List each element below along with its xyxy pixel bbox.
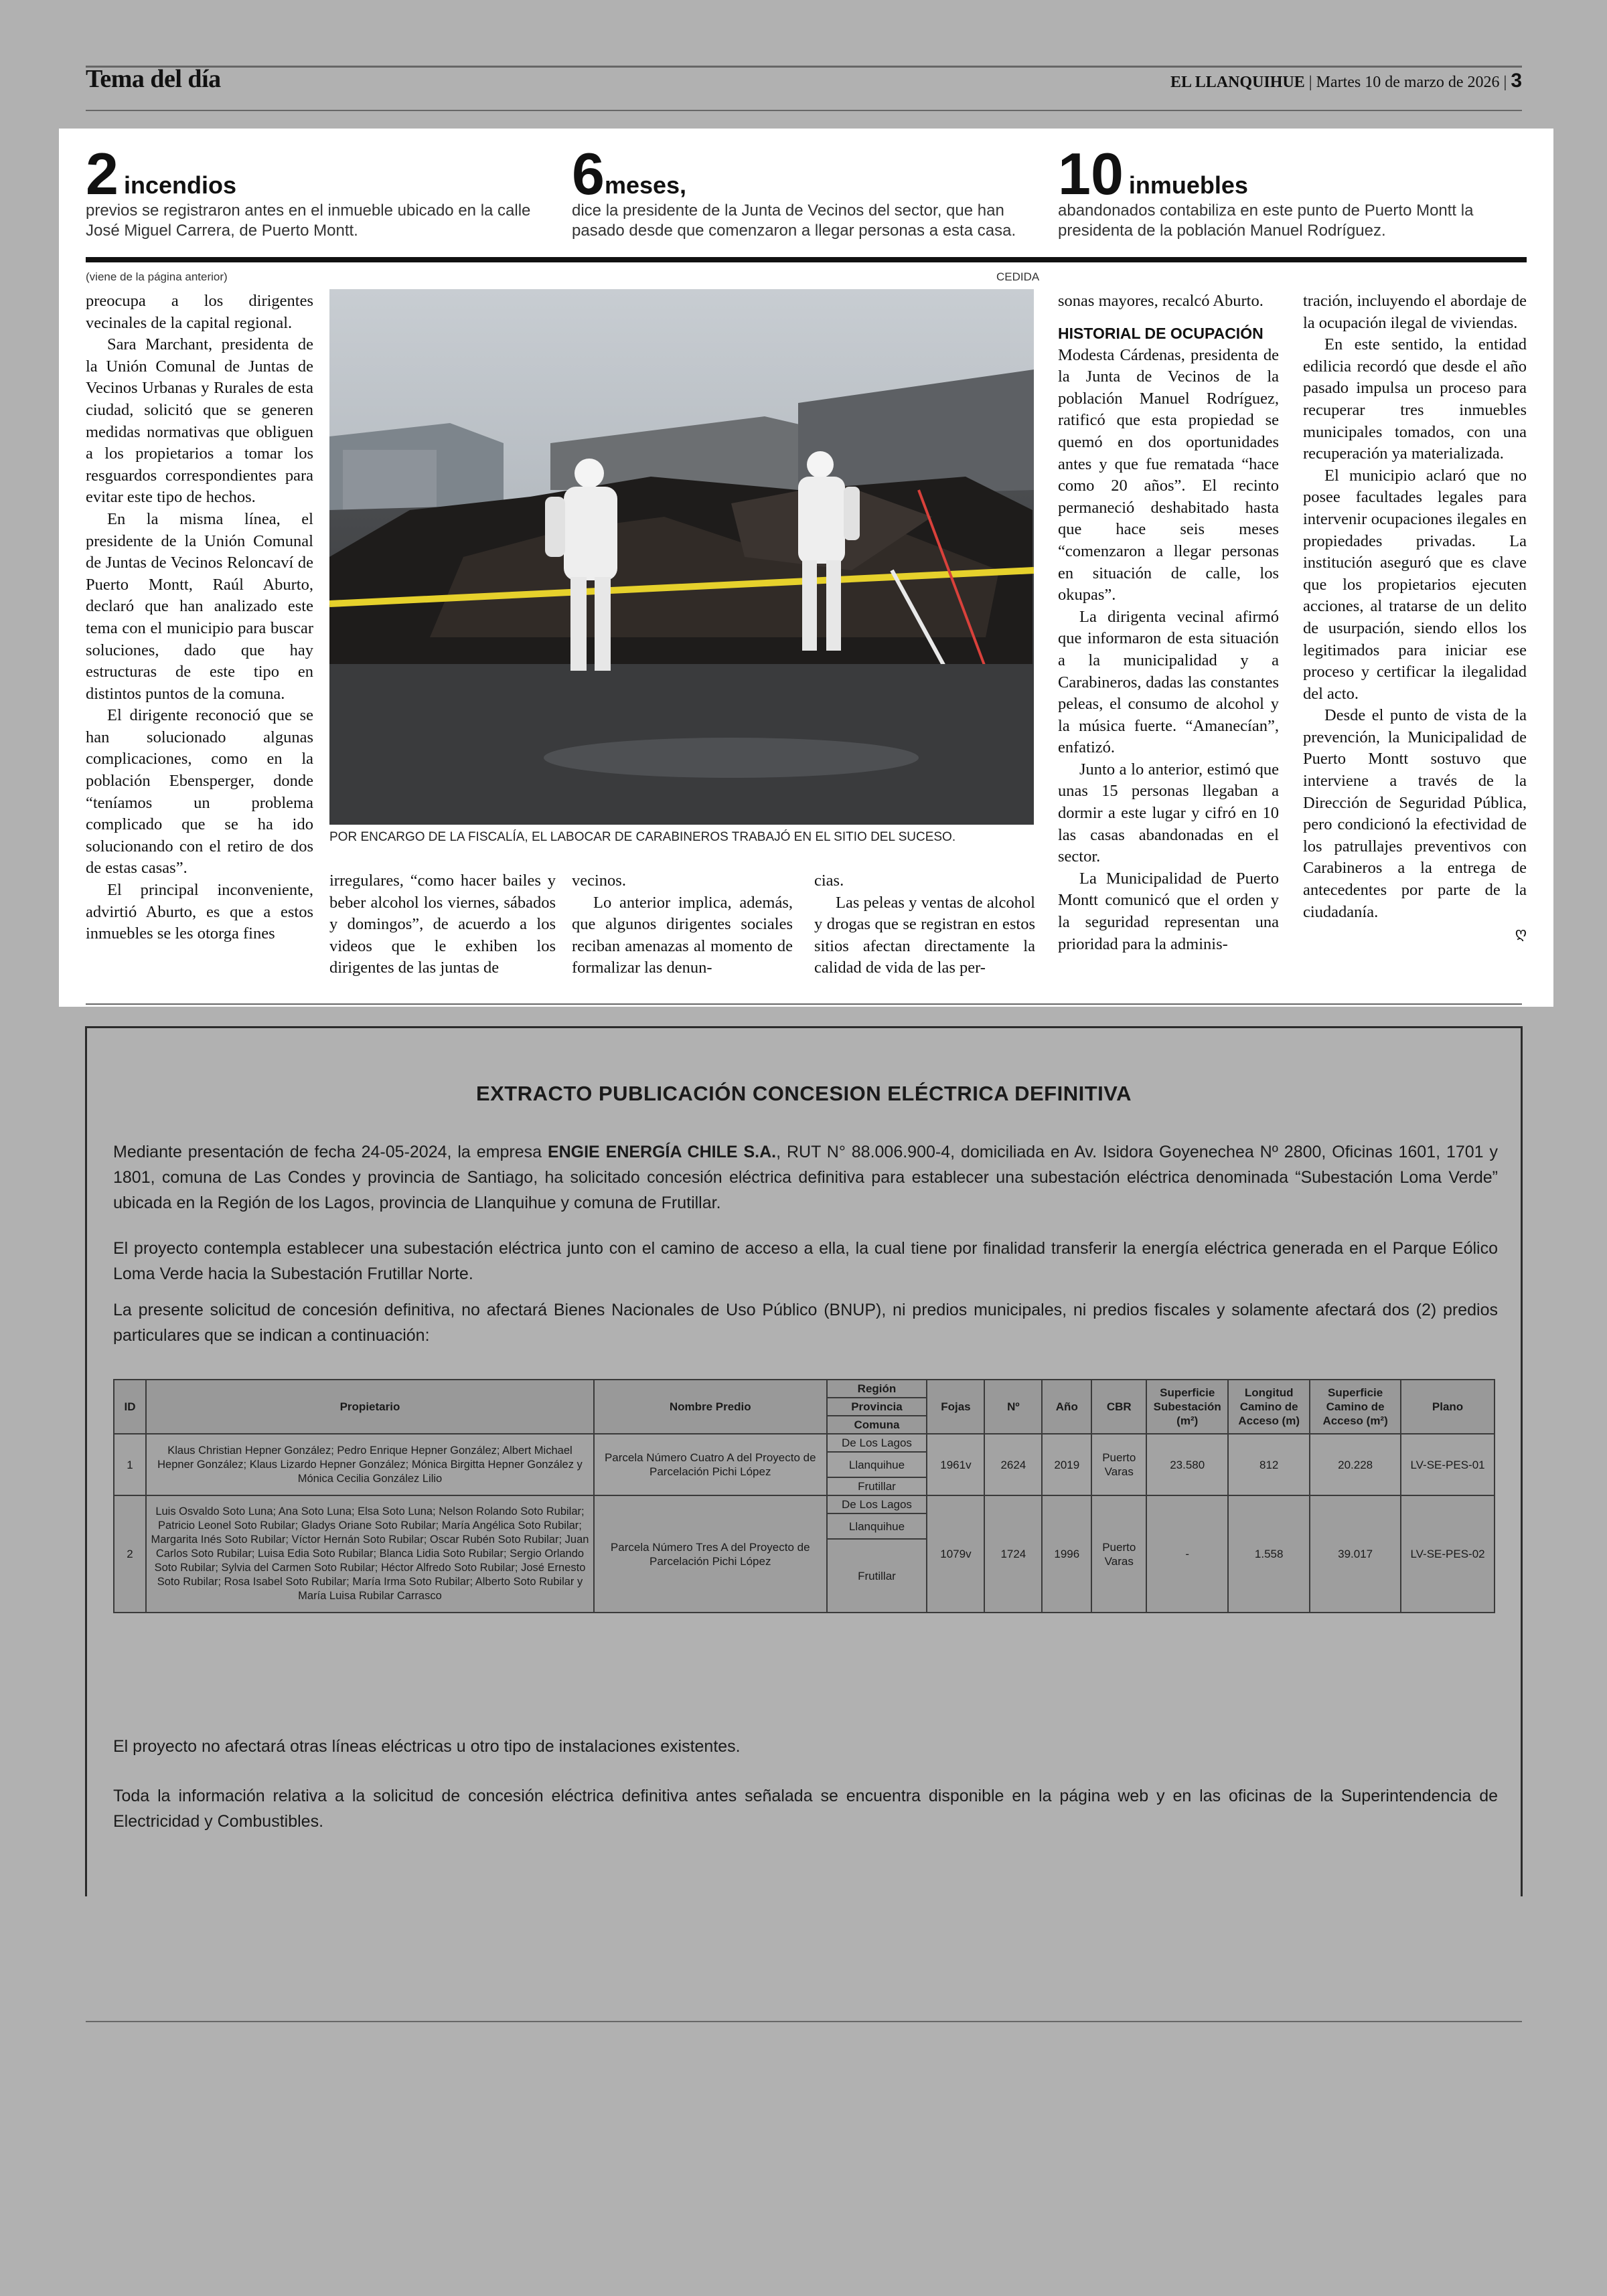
article-paragraph: En la misma línea, el presidente de la Unión Comunal de Juntas de Vecinos Reloncaví de Puerto Montt, Raúl Aburto, declaró que han analizado este tema con el municipio para buscar soluciones, dado que hay estructuras de este tipo en distintos puntos de la comuna. bbox=[86, 509, 313, 703]
header-owner: Propietario bbox=[146, 1380, 594, 1434]
article-column-6 bbox=[1303, 291, 1527, 945]
cell-fojas: 1079v bbox=[927, 1495, 984, 1613]
header-substation-area: Superficie Subestación (m²) bbox=[1146, 1380, 1228, 1434]
article-paragraph: irregulares, “como hacer bailes y beber alcohol los viernes, sábados y domingos”, de acuerdo a los videos que le exhiben los dirigentes de las juntas de bbox=[329, 872, 556, 977]
photo-illustration bbox=[329, 289, 1034, 825]
article-column-4 bbox=[814, 870, 1035, 979]
article-column-1 bbox=[86, 291, 313, 945]
stat-unit: meses, bbox=[604, 171, 687, 199]
cell-province: Llanquihue bbox=[827, 1513, 927, 1539]
notice-paragraph bbox=[113, 1139, 1498, 1216]
article-paragraph: cias. bbox=[814, 872, 844, 890]
article-column-5 bbox=[1058, 291, 1279, 955]
article-paragraph: La dirigenta vecinal afirmó que informaron de esta situación a la municipalidad y a Carabineros, dadas las constantes peleas, el consumo de alcohol y la música fuerte. “Amanecían”, enfatizó. bbox=[1058, 607, 1279, 757]
section-separator bbox=[86, 1003, 1522, 1005]
cell-plan: LV-SE-PES-01 bbox=[1401, 1434, 1495, 1495]
notice-paragraph: El proyecto contempla establecer una subestación eléctrica junto con el camino de acceso a ella, la cual tiene por finalidad transferir la energía eléctrica generada en el Parque Eólico Loma Verde hacia la Subestación Frutillar Norte. bbox=[113, 1239, 1498, 1283]
header-publication-info bbox=[1170, 70, 1522, 92]
article-paragraph: El principal inconveniente, advirtió Aburto, es que a estos inmuebles se les otorga fines bbox=[86, 881, 313, 943]
table-row bbox=[114, 1495, 1495, 1513]
stat-unit: inmuebles bbox=[1128, 171, 1248, 199]
cell-id: 1 bbox=[114, 1434, 146, 1495]
article-paragraph: Las peleas y ventas de alcohol y drogas que se registran en estos sitios afectan directamente la calidad de vida de las per- bbox=[814, 893, 1035, 977]
stat-block bbox=[1058, 141, 1527, 241]
cell-commune: Frutillar bbox=[827, 1539, 927, 1613]
header-plan: Plano bbox=[1401, 1380, 1495, 1434]
photo-caption: POR ENCARGO DE LA FISCALÍA, EL LABOCAR DE CARABINEROS TRABAJÓ EN EL SITIO DEL SUCESO. bbox=[329, 830, 956, 844]
article-paragraph: Lo anterior implica, además, que algunos dirigentes sociales reciban amenazas al momento de formalizar las denun- bbox=[572, 893, 793, 977]
article-paragraph: Desde el punto de vista de la prevención, la Municipalidad de Puerto Montt sostuvo que interviene a través de la Dirección de Seguridad Pública, pero condicionó la efectividad de los patrullajes preventivos con Carabineros a la entrega de antecedentes por parte de la ciudadanía. bbox=[1303, 706, 1527, 921]
article-paragraph: Modesta Cárdenas, presidenta de la Junta de Vecinos de la población Manuel Rodríguez, ratificó que esta propiedad se quemó en dos oportunidades antes y que fue rematada “hace como 20 años”. El recinto permaneció deshabitado hasta que hace seis meses “comenzaron a llegar personas en situación de calle, los okupas”. bbox=[1058, 345, 1279, 604]
cell-number: 1724 bbox=[984, 1495, 1042, 1613]
article-paragraph: En este sentido, la entidad edilicia recordó que desde el año pasado impulsa un proceso para recuperar tres inmuebles municipales tomados, con una recuperación ya materializada. bbox=[1303, 335, 1527, 463]
stat-description: dice la presidente de la Junta de Vecinos del sector, que han pasado desde que comenzaron a llegar personas a esta casa. bbox=[572, 201, 1016, 240]
cell-year: 2019 bbox=[1042, 1434, 1091, 1495]
photo-credit: CEDIDA bbox=[996, 270, 1040, 283]
stats-rule bbox=[86, 257, 1527, 262]
stat-number: 6 bbox=[572, 141, 605, 207]
cell-road-area: 20.228 bbox=[1310, 1434, 1401, 1495]
article-paragraph: vecinos. bbox=[572, 872, 626, 890]
header-top-rule bbox=[86, 66, 1522, 68]
article-paragraph: Sara Marchant, presidenta de la Unión Comunal de Juntas de Vecinos Urbanas y Rurales de esta ciudad, solicitó que se generen medidas normativas que obliguen a los propietarios a tomar los resguardos correspondientes para evitar este tipo de hechos. bbox=[86, 335, 313, 507]
header-divider: | bbox=[1503, 74, 1511, 91]
article-column-2 bbox=[329, 870, 556, 979]
stat-unit: incendios bbox=[123, 171, 236, 199]
notice-text: , RUT N° 88.006.900-4, domiciliada en Av. Isidora Goyenechea Nº 2800, Oficinas 1601, 1701 y 1801, comuna de Las Condes y provincia de Santiago, ha solicitado concesión eléctrica definitiva para establecer una subestación eléctrica denominada “Subestación Loma Verde” ubicada en la Región de los Lagos, provincia de Llanquihue y comuna de Frutillar. bbox=[113, 1143, 1498, 1212]
cell-fojas: 1961v bbox=[927, 1434, 984, 1495]
article-paragraph: Junto a lo anterior, estimó que unas 15 personas llegaban a dormir a este lugar y cifró en 10 las casas abandonadas en el sector. bbox=[1058, 760, 1279, 866]
cell-number: 2624 bbox=[984, 1434, 1042, 1495]
subheading: HISTORIAL DE OCUPACIÓN bbox=[1058, 324, 1264, 342]
article-panel bbox=[59, 129, 1553, 1007]
article-paragraph: preocupa a los dirigentes vecinales de la capital regional. bbox=[86, 292, 313, 332]
header-year: Año bbox=[1042, 1380, 1091, 1434]
cell-property-name: Parcela Número Cuatro A del Proyecto de Parcelación Pichi López bbox=[594, 1434, 827, 1495]
footer-rule bbox=[86, 2021, 1522, 2022]
cell-region: De Los Lagos bbox=[827, 1495, 927, 1513]
cell-commune: Frutillar bbox=[827, 1477, 927, 1495]
cell-substation-area: 23.580 bbox=[1146, 1434, 1228, 1495]
stat-description: abandonados contabiliza en este punto de Puerto Montt la presidenta de la población Manuel Rodríguez. bbox=[1058, 201, 1474, 240]
header-province: Provincia bbox=[827, 1398, 927, 1416]
notice-title: EXTRACTO PUBLICACIÓN CONCESION ELÉCTRICA DEFINITIVA bbox=[475, 1082, 1132, 1105]
article-paragraph: sonas mayores, recalcó Aburto. bbox=[1058, 292, 1264, 310]
cell-owner: Klaus Christian Hepner González; Pedro Enrique Hepner González; Albert Michael Hepner González; Klaus Lizardo Hepner González; Mónica Birgitta Hepner González y Mónica Cecilia González Lilio bbox=[146, 1434, 594, 1495]
legal-notice-box bbox=[85, 1026, 1523, 1896]
stat-number: 10 bbox=[1058, 141, 1124, 207]
section-title: Tema del día bbox=[86, 65, 221, 93]
notice-text: Mediante presentación de fecha 24-05-2024, la empresa bbox=[113, 1143, 548, 1161]
article-paragraph: tración, incluyendo el abordaje de la ocupación ilegal de viviendas. bbox=[1303, 292, 1527, 332]
publication-name: EL LLANQUIHUE bbox=[1170, 74, 1305, 91]
article-paragraph: El municipio aclaró que no posee facultades legales para intervenir ocupaciones ilegales en propiedades privadas. La institución aseguró que es clave que los propietarios ejecuten acciones, al tratarse de un delito de usurpación, siendo ellos los legitimados para iniciar ese proceso y certificar la ilegalidad del acto. bbox=[1303, 466, 1527, 703]
header-property-name: Nombre Predio bbox=[594, 1380, 827, 1434]
header-divider: | bbox=[1308, 74, 1316, 91]
header-region: Región bbox=[827, 1380, 927, 1398]
table-row bbox=[114, 1434, 1495, 1452]
continued-note: (viene de la página anterior) bbox=[86, 270, 228, 283]
stat-block bbox=[86, 141, 554, 241]
cell-substation-area: - bbox=[1146, 1495, 1228, 1613]
article-paragraph: El dirigente reconoció que se han solucionado algunas complicaciones, como en la población Ebensperger, donde “teníamos un problema complicado que se ha ido solucionando con el retiro de dos de estas casas”. bbox=[86, 706, 313, 878]
header-id: ID bbox=[114, 1380, 146, 1434]
stat-number: 2 bbox=[86, 141, 119, 207]
page-number: 3 bbox=[1511, 70, 1522, 92]
cell-region: De Los Lagos bbox=[827, 1434, 927, 1452]
company-name: ENGIE ENERGÍA CHILE S.A. bbox=[547, 1143, 777, 1161]
header-road-length: Longitud Camino de Acceso (m) bbox=[1228, 1380, 1310, 1434]
notice-paragraph: El proyecto no afectará otras líneas eléctricas u otro tipo de instalaciones existentes. bbox=[113, 1737, 741, 1756]
notice-paragraph: Toda la información relativa a la solicitud de concesión eléctrica definitiva antes señalada se encuentra disponible en la página web y en las oficinas de la Superintendencia de Electricidad y Combustibles. bbox=[113, 1787, 1498, 1831]
publication-date: Martes 10 de marzo de 2026 bbox=[1316, 74, 1500, 91]
header-number: Nº bbox=[984, 1380, 1042, 1434]
cell-owner: Luis Osvaldo Soto Luna; Ana Soto Luna; Elsa Soto Luna; Nelson Rolando Soto Rubilar; Patricio Leonel Soto Rubilar; Gladys Oriane Soto Rubilar; María Angélica Soto Rubilar; Margarita Inés Soto Rubilar; Víctor Hernán Soto Rubilar; Oscar Rubén Soto Rubilar; Juan Carlos Soto Rubilar; Luisa Edia Soto Rubilar; Blanca Lidia Soto Rubilar; Sergio Orlando Soto Rubilar; Sylvia del Carmen Soto Rubilar; Héctor Alfredo Soto Rubilar; José Ernesto Soto Rubilar; Rosa Isabel Soto Rubilar; María Irma Soto Rubilar; Alberto Soto Rubilar y María Luisa Rubilar Carrasco bbox=[146, 1495, 594, 1613]
header-commune: Comuna bbox=[827, 1416, 927, 1434]
cell-cbr: Puerto Varas bbox=[1091, 1434, 1146, 1495]
cell-property-name: Parcela Número Tres A del Proyecto de Parcelación Pichi López bbox=[594, 1495, 827, 1613]
cell-province: Llanquihue bbox=[827, 1452, 927, 1477]
cell-road-length: 812 bbox=[1228, 1434, 1310, 1495]
stat-description: previos se registraron antes en el inmueble ubicado en la calle José Miguel Carrera, de Puerto Montt. bbox=[86, 201, 531, 240]
header-road-area: Superficie Camino de Acceso (m²) bbox=[1310, 1380, 1401, 1434]
cell-road-length: 1.558 bbox=[1228, 1495, 1310, 1613]
properties-table bbox=[113, 1379, 1495, 1613]
stat-block bbox=[572, 141, 1041, 241]
header-fojas: Fojas bbox=[927, 1380, 984, 1434]
article-paragraph: La Municipalidad de Puerto Montt comunicó que el orden y la seguridad representan una prioridad para la adminis- bbox=[1058, 869, 1279, 953]
cell-cbr: Puerto Varas bbox=[1091, 1495, 1146, 1613]
article-column-3 bbox=[572, 870, 793, 979]
cell-id: 2 bbox=[114, 1495, 146, 1613]
cell-year: 1996 bbox=[1042, 1495, 1091, 1613]
notice-paragraph: La presente solicitud de concesión definitiva, no afectará Bienes Nacionales de Uso Público (BNUP), ni predios municipales, ni predios fiscales y solamente afectará dos (2) predios particulares que se indican a continuación: bbox=[113, 1301, 1498, 1345]
fire-scene-photo bbox=[329, 289, 1034, 825]
header-bottom-rule bbox=[86, 110, 1522, 111]
header-cbr: CBR bbox=[1091, 1380, 1146, 1434]
cell-road-area: 39.017 bbox=[1310, 1495, 1401, 1613]
end-of-article-icon: ღ bbox=[1515, 925, 1527, 942]
cell-plan: LV-SE-PES-02 bbox=[1401, 1495, 1495, 1613]
